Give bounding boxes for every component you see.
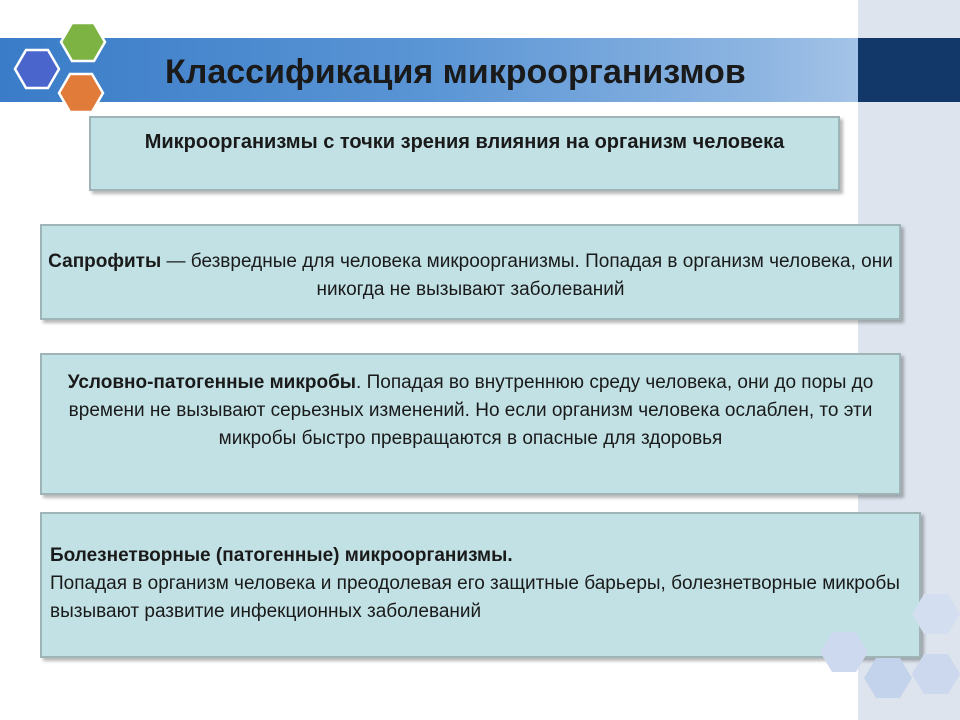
- card-pathogenic: [40, 512, 921, 658]
- card-saprophytes: [40, 224, 901, 320]
- page-title: Классификация микроорганизмов: [165, 53, 746, 91]
- blue-hexagon: [15, 50, 59, 88]
- card-text: Попадая в организм человека и преодолевая его защитные барьеры, болезнетворные микробы вызывают развитие инфекционных заболеваний: [50, 573, 900, 622]
- card-opportunistic: [40, 353, 901, 495]
- hexagon-logo-icon: [10, 22, 110, 114]
- card-term: Сапрофиты: [48, 251, 162, 272]
- green-hexagon: [61, 23, 105, 61]
- orange-hexagon: [59, 74, 103, 112]
- card-text: . Попадая во внутреннюю среду человека, они до поры до времени не вызывают серьезных изменений. Но если организм человека ослаблен, то эти микробы быстро превращаются в опасные для здоровья: [68, 372, 874, 449]
- card-term: Болезнетворные (патогенные) микроорганизмы.: [50, 545, 513, 566]
- decorative-hexagons-icon: [806, 586, 960, 720]
- card-text: — безвредные для человека микроорганизмы. Попадая в организм человека, они никогда не вызывают заболеваний: [161, 251, 893, 300]
- card-term: Условно-патогенные микробы: [67, 372, 357, 393]
- subtitle-box: Микроорганизмы с точки зрения влияния на организм человека: [89, 116, 840, 191]
- title-bar-dark-end: [858, 38, 960, 102]
